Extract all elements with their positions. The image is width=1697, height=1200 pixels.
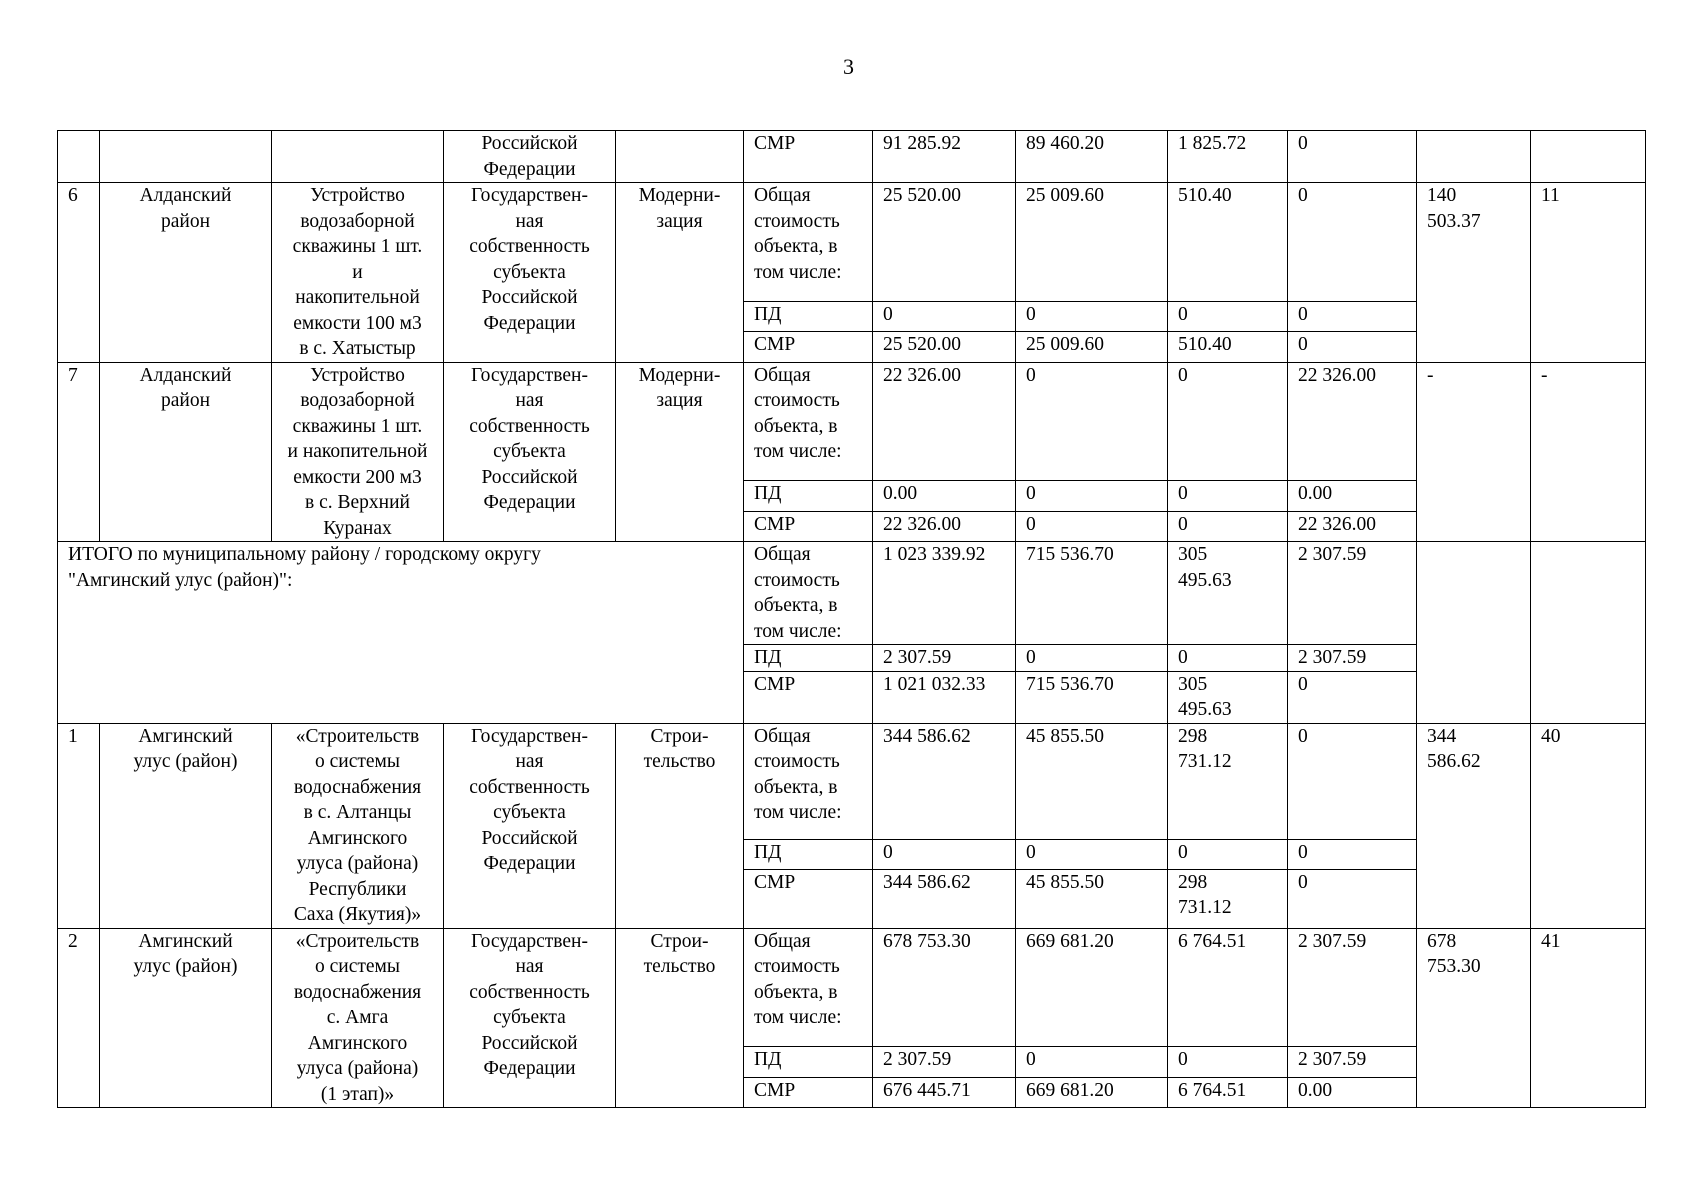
cost-type-cell: Общая стоимость объекта, в том числе: xyxy=(744,542,873,645)
value-cell: 0 xyxy=(1016,1047,1168,1077)
value-cell: 0 xyxy=(873,839,1016,869)
itogo-total-row xyxy=(58,542,1646,645)
row-number: 7 xyxy=(58,362,100,542)
value-cell: 0 xyxy=(1168,362,1288,481)
work-type-cell: Строи- тельство xyxy=(616,723,744,928)
owner-cell: Государствен- ная собственность субъекта Российской Федерации xyxy=(444,928,616,1108)
value-cell: 0 xyxy=(1168,481,1288,511)
value-cell: 0 xyxy=(1016,481,1168,511)
value-cell: 0.00 xyxy=(1288,1077,1417,1108)
owner-cell: Государствен- ная собственность субъекта Российской Федерации xyxy=(444,723,616,928)
district-cell: Алданский район xyxy=(100,183,272,363)
value-cell: 0 xyxy=(1288,723,1417,839)
reference-cell: 41 xyxy=(1531,928,1646,1108)
cost-type-cell: СМР xyxy=(744,671,873,723)
value-cell: 25 520.00 xyxy=(873,183,1016,302)
work-type-cell: Строи- тельство xyxy=(616,928,744,1108)
value-cell: 0 xyxy=(1016,645,1168,672)
value-cell: 0 xyxy=(1288,332,1417,363)
value-cell: 298 731.12 xyxy=(1168,723,1288,839)
cost-type-cell: СМР xyxy=(744,332,873,363)
reference-cell: 40 xyxy=(1531,723,1646,928)
district-cell: Амгинский улус (район) xyxy=(100,928,272,1108)
value-cell: 344 586.62 xyxy=(873,869,1016,928)
value-cell: 0 xyxy=(1168,1047,1288,1077)
investment-objects-table xyxy=(57,130,1646,1108)
cost-type-cell: СМР xyxy=(744,1077,873,1108)
value-cell: 25 009.60 xyxy=(1016,332,1168,363)
continued-smr-row xyxy=(58,131,1646,183)
value-cell: 22 326.00 xyxy=(873,511,1016,542)
cost-type-cell: Общая стоимость объекта, в том числе: xyxy=(744,928,873,1047)
project-total-row xyxy=(58,362,1646,481)
value-cell: 0 xyxy=(1016,511,1168,542)
value-cell: 669 681.20 xyxy=(1016,928,1168,1047)
value-cell: 1 023 339.92 xyxy=(873,542,1016,645)
value-cell: 0 xyxy=(1288,839,1417,869)
value-cell: 2 307.59 xyxy=(1288,645,1417,672)
project-total-row xyxy=(58,928,1646,1047)
cost-type-cell: СМР xyxy=(744,511,873,542)
value-cell: 22 326.00 xyxy=(873,362,1016,481)
value-cell: 45 855.50 xyxy=(1016,869,1168,928)
district-cell: Алданский район xyxy=(100,362,272,542)
object-name-cell: Устройство водозаборной скважины 1 шт. и накопительной емкости 200 м3 в с. Верхний Куранах xyxy=(272,362,444,542)
cost-type-cell: ПД xyxy=(744,645,873,672)
value-cell: 1 825.72 xyxy=(1168,131,1288,183)
value-cell: 45 855.50 xyxy=(1016,723,1168,839)
value-cell: 510.40 xyxy=(1168,183,1288,302)
value-cell: 0 xyxy=(873,301,1016,331)
value-cell: 0 xyxy=(1016,839,1168,869)
value-cell: 669 681.20 xyxy=(1016,1077,1168,1108)
value-cell: 344 586.62 xyxy=(873,723,1016,839)
value-cell: 89 460.20 xyxy=(1016,131,1168,183)
owner-cell: Государствен- ная собственность субъекта Российской Федерации xyxy=(444,183,616,363)
limit-cell: 140 503.37 xyxy=(1417,183,1531,363)
value-cell: 0 xyxy=(1288,183,1417,302)
value-cell: 25 520.00 xyxy=(873,332,1016,363)
value-cell: 0 xyxy=(1168,301,1288,331)
value-cell: 0 xyxy=(1016,362,1168,481)
object-name-cell: Устройство водозаборной скважины 1 шт. и накопительной емкости 100 м3 в с. Хатыстыр xyxy=(272,183,444,363)
value-cell: 298 731.12 xyxy=(1168,869,1288,928)
value-cell: 510.40 xyxy=(1168,332,1288,363)
object-name-cell: «Строительств о системы водоснабжения с. Амга Амгинского улуса (района) (1 этап)» xyxy=(272,928,444,1108)
value-cell: 22 326.00 xyxy=(1288,362,1417,481)
row-number: 1 xyxy=(58,723,100,928)
cost-type-cell: Общая стоимость объекта, в том числе: xyxy=(744,362,873,481)
value-cell: 1 021 032.33 xyxy=(873,671,1016,723)
cost-type-cell: Общая стоимость объекта, в том числе: xyxy=(744,723,873,839)
value-cell: 2 307.59 xyxy=(1288,928,1417,1047)
cost-type-cell: ПД xyxy=(744,301,873,331)
cost-type-cell: ПД xyxy=(744,1047,873,1077)
value-cell: 2 307.59 xyxy=(873,1047,1016,1077)
reference-cell: 11 xyxy=(1531,183,1646,363)
page-number: 3 xyxy=(843,54,854,79)
value-cell: 6 764.51 xyxy=(1168,928,1288,1047)
value-cell: 0 xyxy=(1168,511,1288,542)
object-name-cell: «Строительств о системы водоснабжения в с. Алтанцы Амгинского улуса (района) Республики Саха (Якутия)» xyxy=(272,723,444,928)
value-cell: 6 764.51 xyxy=(1168,1077,1288,1108)
value-cell: 0 xyxy=(1288,301,1417,331)
work-type-cell: Модерни- зация xyxy=(616,183,744,363)
value-cell: 715 536.70 xyxy=(1016,542,1168,645)
value-cell: 2 307.59 xyxy=(1288,542,1417,645)
cost-type-cell: ПД xyxy=(744,481,873,511)
value-cell: 0 xyxy=(1168,645,1288,672)
owner-cell: Российской Федерации xyxy=(444,131,616,183)
owner-cell: Государствен- ная собственность субъекта Российской Федерации xyxy=(444,362,616,542)
value-cell: 676 445.71 xyxy=(873,1077,1016,1108)
value-cell: 25 009.60 xyxy=(1016,183,1168,302)
value-cell: 305 495.63 xyxy=(1168,542,1288,645)
row-number: 2 xyxy=(58,928,100,1108)
row-number: 6 xyxy=(58,183,100,363)
cost-type-cell: СМР xyxy=(744,869,873,928)
value-cell: 715 536.70 xyxy=(1016,671,1168,723)
value-cell: 2 307.59 xyxy=(1288,1047,1417,1077)
value-cell: 0 xyxy=(1016,301,1168,331)
cost-type-cell: СМР xyxy=(744,131,873,183)
limit-cell: 678 753.30 xyxy=(1417,928,1531,1108)
value-cell: 0 xyxy=(1288,671,1417,723)
work-type-cell: Модерни- зация xyxy=(616,362,744,542)
cost-type-cell: Общая стоимость объекта, в том числе: xyxy=(744,183,873,302)
value-cell: 305 495.63 xyxy=(1168,671,1288,723)
project-total-row xyxy=(58,723,1646,839)
value-cell: 678 753.30 xyxy=(873,928,1016,1047)
value-cell: 0.00 xyxy=(1288,481,1417,511)
value-cell: 0 xyxy=(1288,869,1417,928)
limit-cell: - xyxy=(1417,362,1531,542)
district-cell: Амгинский улус (район) xyxy=(100,723,272,928)
project-total-row xyxy=(58,183,1646,302)
reference-cell: - xyxy=(1531,362,1646,542)
limit-cell: 344 586.62 xyxy=(1417,723,1531,928)
value-cell: 2 307.59 xyxy=(873,645,1016,672)
value-cell: 0.00 xyxy=(873,481,1016,511)
value-cell: 0 xyxy=(1168,839,1288,869)
itogo-label: ИТОГО по муниципальному району / городскому округу "Амгинский улус (район)": xyxy=(58,542,744,724)
value-cell: 91 285.92 xyxy=(873,131,1016,183)
value-cell: 0 xyxy=(1288,131,1417,183)
value-cell: 22 326.00 xyxy=(1288,511,1417,542)
cost-type-cell: ПД xyxy=(744,839,873,869)
